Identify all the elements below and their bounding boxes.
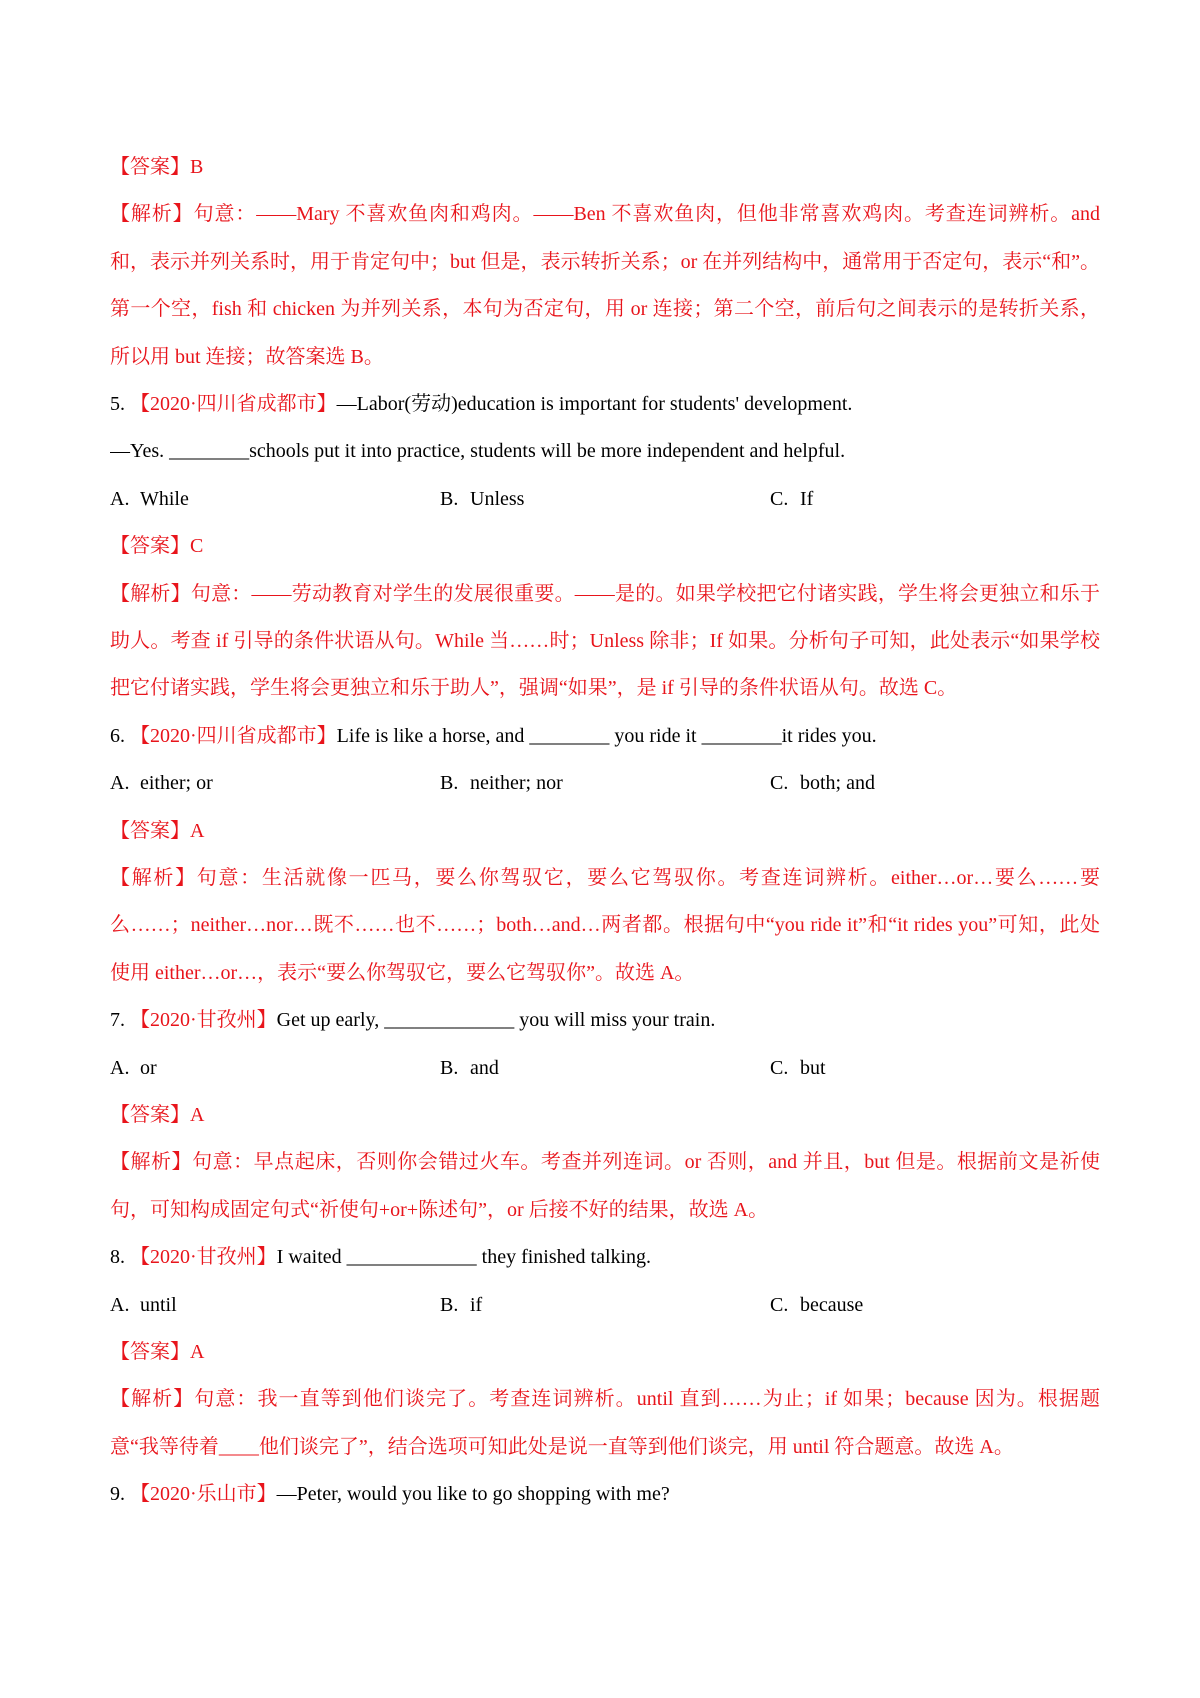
options-row	[110, 1282, 1100, 1329]
question-source: 【2020·甘孜州】	[130, 1009, 277, 1032]
option-a	[110, 1045, 440, 1092]
question-text: Life is like a horse, and ________ you ride it ________it rides you.	[336, 724, 877, 747]
answer-line	[110, 808, 1100, 855]
analysis-text: 句意：生活就像一匹马，要么你驾驭它，要么它驾驭你。考查连词辨析。either…or…要么……要么……；neither…nor…既不……也不……；both…and…两者都。根据句中“you ride it”和“it rides you”可知，此处使用 either…or…，表示“要么你驾驭它，要么它驾驭你”。故选 A。	[110, 866, 1100, 984]
option-letter: B.	[440, 487, 459, 510]
analysis-paragraph	[110, 191, 1100, 381]
option-a	[110, 476, 440, 523]
question-continuation: —Yes. ________schools put it into practice, students will be more independent and helpful.	[110, 440, 846, 463]
option-text: Unless	[470, 487, 525, 510]
analysis-label: 【解析】	[110, 203, 194, 226]
option-c	[770, 1282, 1070, 1329]
option-text: and	[470, 1056, 499, 1079]
options-row	[110, 1045, 1100, 1092]
answer-value: C	[190, 535, 204, 558]
answer-label: 【答案】	[110, 819, 190, 842]
option-letter: C.	[770, 772, 789, 795]
options-row	[110, 760, 1100, 807]
answer-label: 【答案】	[110, 156, 190, 178]
question-line	[110, 997, 1100, 1044]
analysis-paragraph	[110, 855, 1100, 997]
option-text: until	[140, 1293, 177, 1316]
question-text: —Peter, would you like to go shopping with me?	[276, 1483, 670, 1506]
question-number: 9.	[110, 1483, 125, 1506]
option-letter: B.	[440, 772, 459, 795]
option-c	[770, 1045, 1070, 1092]
option-c	[770, 476, 1070, 523]
answer-line	[110, 1092, 1100, 1139]
analysis-paragraph	[110, 571, 1100, 713]
option-text: if	[470, 1293, 483, 1316]
question-source: 【2020·乐山市】	[130, 1483, 277, 1506]
analysis-label: 【解析】	[110, 582, 191, 605]
analysis-paragraph	[110, 1139, 1100, 1234]
analysis-label: 【解析】	[110, 1388, 195, 1411]
option-c	[770, 760, 1070, 807]
option-letter: A.	[110, 772, 130, 795]
analysis-text: 句意：早点起床，否则你会错过火车。考查并列连词。or 否则，and 并且，but 但是。根据前文是祈使句，可知构成固定句式“祈使句+or+陈述句”，or 后接不好的结果，故选 A。	[110, 1151, 1101, 1221]
option-text: If	[800, 487, 814, 510]
option-text: but	[800, 1056, 826, 1079]
option-a	[110, 760, 440, 807]
option-text: either; or	[140, 772, 213, 795]
answer-line	[110, 523, 1100, 570]
question-source: 【2020·四川省成都市】	[130, 393, 337, 416]
question-number: 6.	[110, 724, 125, 747]
option-letter: A.	[110, 487, 130, 510]
question-number: 7.	[110, 1009, 125, 1032]
option-text: both; and	[800, 772, 875, 795]
option-letter: C.	[770, 487, 789, 510]
question-source: 【2020·四川省成都市】	[130, 724, 337, 747]
option-text: While	[140, 487, 189, 510]
option-letter: C.	[770, 1293, 789, 1316]
analysis-text: 句意：我一直等到他们谈完了。考查连词辨析。until 直到……为止；if 如果；because 因为。根据题意“我等待着____他们谈完了”，结合选项可知此处是说一直等到他们谈完，用 until 符合题意。故选 A。	[110, 1388, 1100, 1458]
analysis-label: 【解析】	[110, 866, 197, 889]
question-text: Get up early, _____________ you will miss your train.	[276, 1009, 716, 1032]
answer-label: 【答案】	[110, 1340, 190, 1363]
option-letter: B.	[440, 1056, 459, 1079]
question-source: 【2020·甘孜州】	[130, 1246, 277, 1269]
answer-line	[110, 1329, 1100, 1376]
question-line	[110, 381, 1100, 428]
option-letter: C.	[770, 1056, 789, 1079]
question-text: I waited _____________ they finished talking.	[276, 1246, 652, 1269]
option-text: neither; nor	[470, 772, 563, 795]
analysis-text: 句意：——劳动教育对学生的发展很重要。——是的。如果学校把它付诸实践，学生将会更独立和乐于助人。考查 if 引导的条件状语从句。While 当……时；Unless 除非；If 如果。分析句子可知，此处表示“如果学校把它付诸实践，学生将会更独立和乐于助人”，强调“如果”，是 if 引导的条件状语从句。故选 C。	[110, 582, 1101, 700]
question-number: 5.	[110, 393, 125, 416]
answer-label: 【答案】	[110, 1103, 190, 1126]
analysis-label: 【解析】	[110, 1151, 193, 1174]
question-text: —Labor(劳动)education is important for students' development.	[336, 393, 853, 416]
option-b	[440, 1045, 770, 1092]
option-a	[110, 1282, 440, 1329]
option-b	[440, 1282, 770, 1329]
answer-label: 【答案】	[110, 535, 190, 558]
option-text: or	[140, 1056, 157, 1079]
question-line	[110, 1234, 1100, 1281]
question-number: 8.	[110, 1246, 125, 1269]
options-row	[110, 476, 1100, 523]
question-line	[110, 713, 1100, 760]
analysis-text: 句意：——Mary 不喜欢鱼肉和鸡肉。——Ben 不喜欢鱼肉，但他非常喜欢鸡肉。考查连词辨析。and 和，表示并列关系时，用于肯定句中；but 但是，表示转折关系；or 在并列结构中，通常用于否定句，表示“和”。第一个空，fish 和 chicken 为并列关系，本句为否定句，用 or 连接；第二个空，前后句之间表示的是转折关系，所以用 but 连接；故答案选 B。	[110, 203, 1100, 368]
option-letter: A.	[110, 1056, 130, 1079]
analysis-paragraph	[110, 1376, 1100, 1471]
answer-value: A	[190, 819, 205, 842]
answer-value: A	[190, 1340, 205, 1363]
option-letter: B.	[440, 1293, 459, 1316]
option-letter: A.	[110, 1293, 130, 1316]
answer-line	[110, 144, 1100, 191]
option-text: because	[800, 1293, 864, 1316]
option-b	[440, 760, 770, 807]
option-b	[440, 476, 770, 523]
question-line	[110, 1471, 1100, 1518]
answer-value: B	[190, 156, 204, 178]
answer-value: A	[190, 1103, 205, 1126]
document-page	[110, 144, 1100, 1519]
